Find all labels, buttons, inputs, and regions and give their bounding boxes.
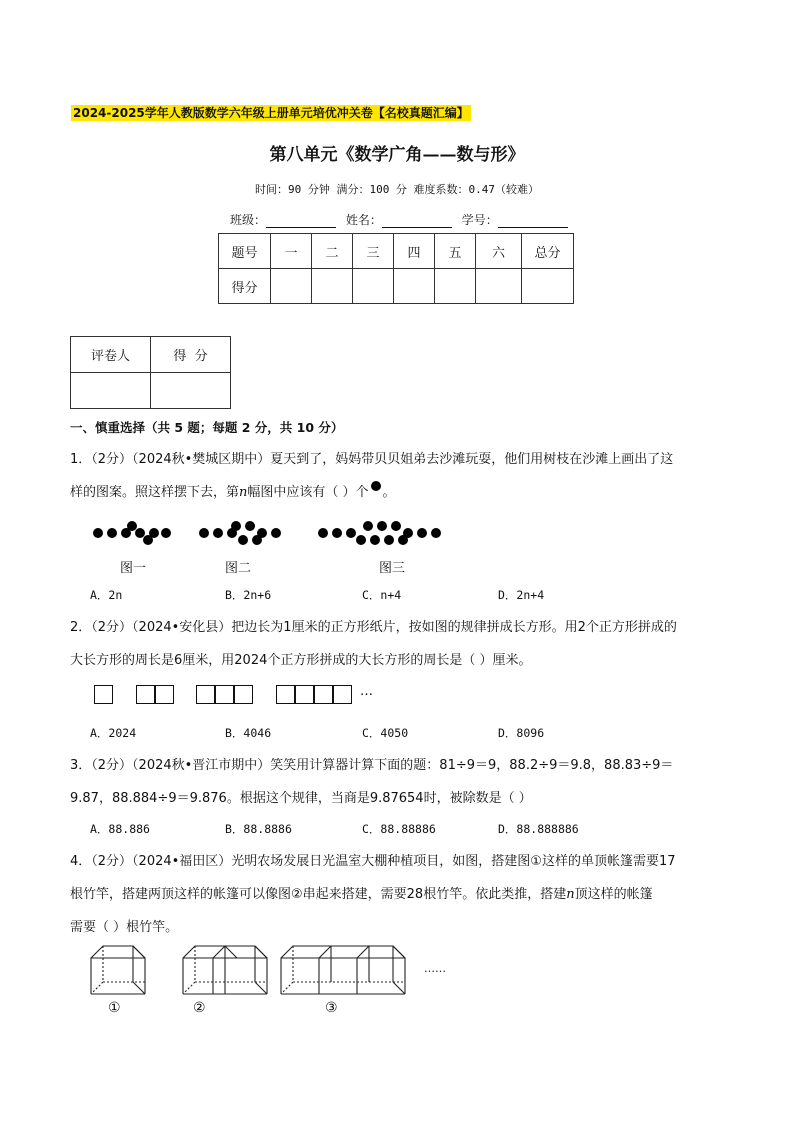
q1-line2 (70, 476, 730, 509)
square (295, 685, 314, 704)
score-head-cell: 三 (353, 234, 394, 269)
score-header-row (219, 234, 574, 269)
dot (213, 528, 223, 538)
id-label: 学号： (461, 213, 498, 227)
q1-text: 。 (382, 485, 396, 500)
q2-option-b[interactable]: B．4046 (225, 726, 272, 740)
grader-score-cell[interactable] (151, 373, 231, 409)
dot (318, 528, 328, 538)
q4-text: 顶这样的帐篷 (574, 887, 653, 902)
q1-var: n (239, 485, 248, 500)
grader-table (70, 336, 231, 409)
dot (257, 528, 267, 538)
square (215, 685, 234, 704)
score-table (218, 233, 574, 304)
dot (431, 528, 441, 538)
dot (245, 521, 255, 531)
tent-label-1: ① (108, 1000, 121, 1016)
square (314, 685, 333, 704)
score-cell[interactable] (312, 269, 353, 304)
student-fields (230, 211, 574, 228)
square (155, 685, 174, 704)
page-title: 第八单元《数学广角——数与形》 (269, 145, 525, 165)
dot (403, 528, 413, 538)
dot (271, 528, 281, 538)
score-row (219, 269, 574, 304)
question-3 (70, 749, 730, 815)
tents-ellipsis: …… (424, 962, 446, 975)
grader-label: 评卷人 (71, 337, 151, 373)
exam-banner: 2024-2025学年人教版数学六年级上册单元培优冲关卷【名校真题汇编】 (73, 106, 469, 120)
q4-text: 根竹竿，搭建两顶这样的帐篷可以像图②串起来搭建，需要28根竹竿。依此类推，搭建 (70, 887, 567, 902)
dot (107, 528, 117, 538)
question-2 (70, 611, 730, 677)
score-cell[interactable] (435, 269, 476, 304)
score-cell[interactable] (271, 269, 312, 304)
dot (356, 535, 366, 545)
dot-icon (371, 481, 381, 491)
score-head-cell: 一 (271, 234, 312, 269)
dot (332, 528, 342, 538)
q3-option-a[interactable]: A．88.886 (90, 822, 150, 836)
square (234, 685, 253, 704)
score-cell[interactable] (476, 269, 522, 304)
q3-line2: 9.87，88.884÷9＝9.876。根据这个规律，当商是9.87654时，被除数是（ ） (70, 791, 532, 806)
score-head-cell: 四 (394, 234, 435, 269)
id-blank[interactable] (498, 215, 568, 228)
q1-option-d[interactable]: D．2n+4 (498, 588, 545, 602)
q4-line1: 4．（2分）（2024•福田区）光明农场发展日光温室大棚种植项目，如图，搭建图①这样的单顶帐篷需要17 (70, 854, 676, 869)
square (196, 685, 215, 704)
q1-text: 幅图中应该有（ ）个 (247, 485, 369, 500)
exam-meta: 时间：90 分钟 满分：100 分 难度系数：0.47（较难） (254, 183, 540, 196)
score-cell[interactable] (353, 269, 394, 304)
dot (384, 535, 394, 545)
q3-option-d[interactable]: D．88.888886 (498, 822, 579, 836)
section-heading: 一、慎重选择（共 5 题；每题 2 分，共 10 分） (70, 420, 344, 435)
name-label: 姓名： (345, 213, 382, 227)
q2-option-c[interactable]: C．4050 (362, 726, 409, 740)
q1-option-b[interactable]: B．2n+6 (225, 588, 272, 602)
q2-option-d[interactable]: D．8096 (498, 726, 545, 740)
score-head-cell: 总分 (522, 234, 574, 269)
grader-cell[interactable] (71, 373, 151, 409)
figure-caption-1: 图一 (120, 561, 147, 576)
score-cell[interactable] (394, 269, 435, 304)
square (333, 685, 352, 704)
q1-text: 样的图案。照这样摆下去，第 (70, 485, 240, 500)
score-head-cell: 五 (435, 234, 476, 269)
figure-caption-2: 图二 (225, 561, 252, 576)
q2-option-a[interactable]: A．2024 (90, 726, 137, 740)
q3-option-b[interactable]: B．88.8886 (225, 822, 292, 836)
q4-line3: 需要（ ）根竹竿。 (70, 920, 179, 935)
name-blank[interactable] (382, 215, 452, 228)
question-1 (70, 443, 730, 509)
q1-option-a[interactable]: A．2n (90, 588, 123, 602)
tent-figures (85, 938, 465, 998)
question-4 (70, 845, 730, 944)
q2-line1: 2．（2分）（2024•安化县）把边长为1厘米的正方形纸片，按如图的规律拼成长方形。用2个正方形拼成的 (70, 620, 677, 635)
square (94, 685, 113, 704)
dot (149, 528, 159, 538)
tent-figure-2 (183, 946, 267, 994)
tent-label-3: ③ (325, 1000, 338, 1016)
q3-line1: 3．（2分）（2024秋•晋江市期中）笑笑用计算器计算下面的题：81÷9＝9，88.2÷9＝9.8，88.83÷9＝ (70, 758, 674, 773)
q1-option-c[interactable]: C．n+4 (362, 588, 402, 602)
q3-option-c[interactable]: C．88.88886 (362, 822, 436, 836)
dot (377, 521, 387, 531)
tent-label-2: ② (193, 1000, 206, 1016)
q2-line2: 大长方形的周长是6厘米，用2024个正方形拼成的大长方形的周长是（ ）厘米。 (70, 653, 532, 668)
dot (231, 521, 241, 531)
score-head-cell: 题号 (219, 234, 271, 269)
q4-line2 (70, 878, 730, 911)
dot (161, 528, 171, 538)
tent-figure-3 (281, 946, 405, 994)
dot (238, 535, 248, 545)
dot (417, 528, 427, 538)
score-head-cell: 二 (312, 234, 353, 269)
square (136, 685, 155, 704)
dot (391, 521, 401, 531)
dot (370, 535, 380, 545)
class-label: 班级： (230, 213, 267, 227)
dot (363, 521, 373, 531)
class-blank[interactable] (266, 215, 336, 228)
q1-line1: 1．（2分）（2024秋•樊城区期中）夏天到了，妈妈带贝贝姐弟去沙滩玩耍，他们用树枝在沙滩上画出了这 (70, 452, 674, 467)
score-head-cell: 六 (476, 234, 522, 269)
figure-caption-3: 图三 (379, 561, 406, 576)
tent-figure-1 (91, 946, 145, 994)
dot (93, 528, 103, 538)
grader-score-label: 得 分 (151, 337, 231, 373)
q4-var: n (566, 887, 575, 902)
dot (199, 528, 209, 538)
score-row-label: 得分 (219, 269, 271, 304)
square (276, 685, 295, 704)
dot (346, 528, 356, 538)
squares-ellipsis: … (360, 684, 373, 699)
score-cell[interactable] (522, 269, 574, 304)
